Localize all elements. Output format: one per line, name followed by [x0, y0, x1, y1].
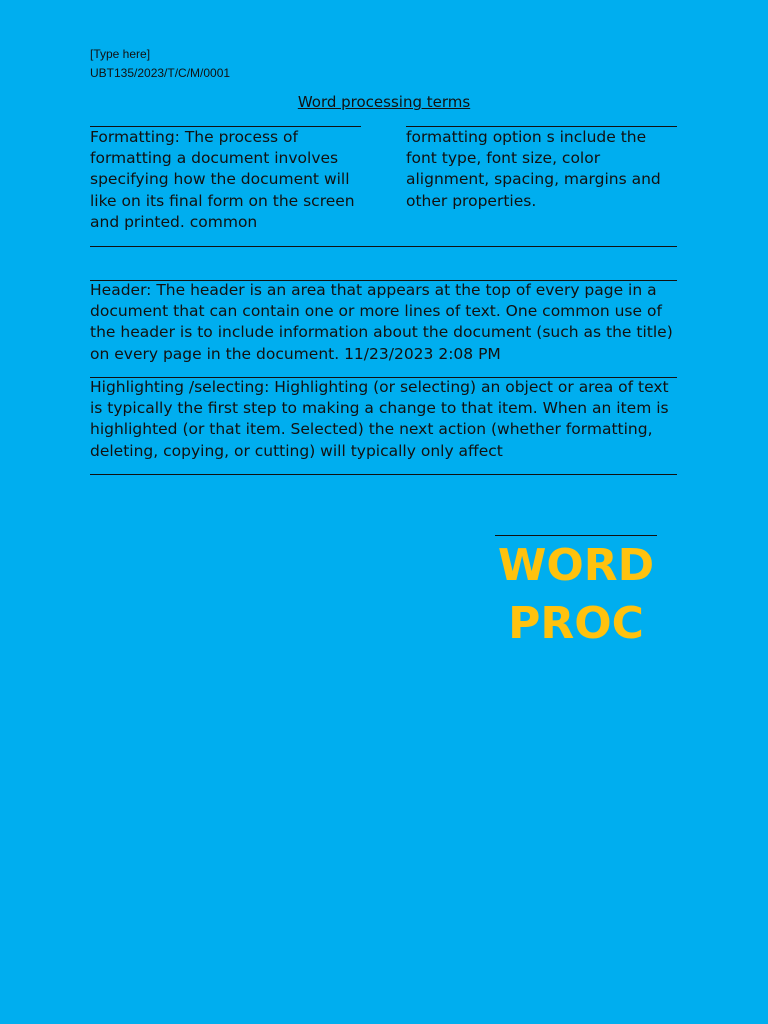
formatting-paragraph-column-2: formatting option s include the font type, font size, color alignment, spacing, margins and other properties.: [406, 128, 661, 210]
formatting-paragraph-column-1: Formatting: The process of formatting a document involves specifying how the document will like on its final form on the screen and printed. common: [90, 128, 355, 231]
highlighting-term-paragraph: Highlighting /selecting: Highlighting (or selecting) an object or area of text is typically the first step to making a change to that item. When an item is highlighted (or that item. Selected) the next action (whether formatting, deleting, copying, or cutting) will typically only affect: [90, 378, 669, 460]
header-placeholder-text: [Type here]: [90, 47, 151, 61]
word-proc-logo: [480, 537, 672, 653]
header-term-paragraph: Header: The header is an area that appears at the top of every page in a document that can contain one or more lines of text. One common use of the header is to include information about the document (such as the title) on every page in the document. 11/23/2023 2:08 PM: [90, 281, 673, 363]
divider: [90, 474, 677, 475]
document-id: UBT135/2023/T/C/M/0001: [90, 66, 231, 80]
divider: [90, 246, 677, 247]
logo-divider: [495, 535, 657, 536]
logo-line-2: PROC: [508, 598, 644, 649]
page-title: Word processing terms: [297, 93, 471, 111]
logo-line-1: WORD: [497, 540, 655, 591]
